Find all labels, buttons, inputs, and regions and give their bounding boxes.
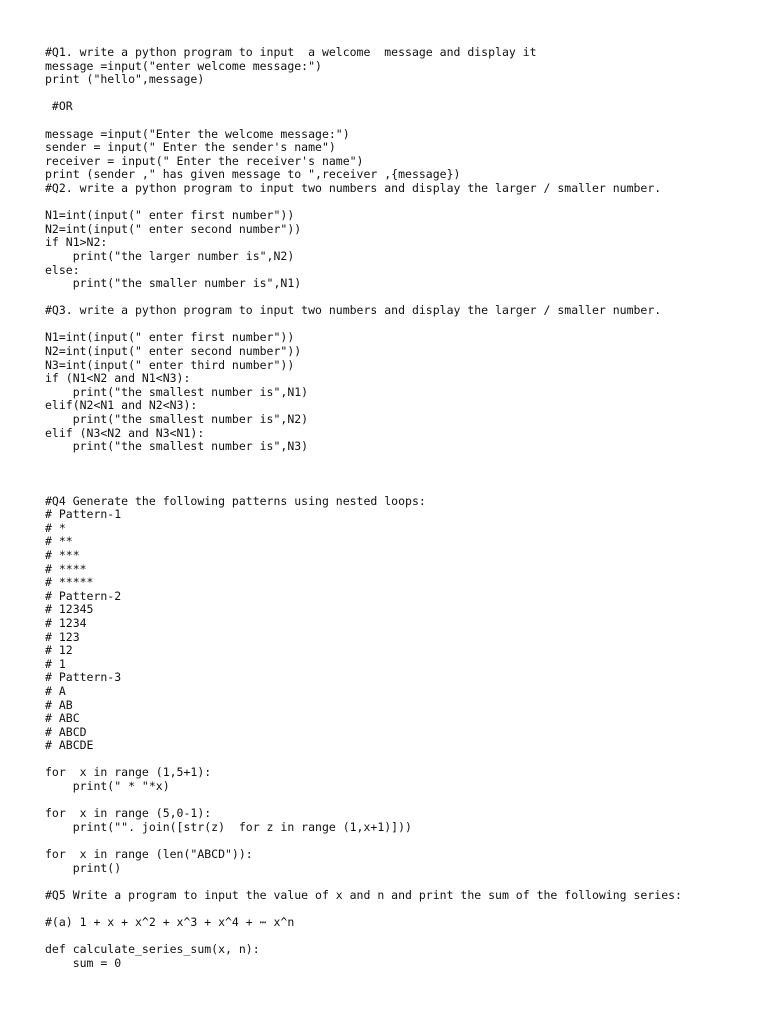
code-line — [45, 114, 745, 128]
code-line — [45, 467, 745, 481]
code-line: # 1 — [45, 656, 66, 671]
code-line: for x in range (5,0-1): — [45, 806, 212, 821]
code-line: N3=int(input(" enter third number")) — [45, 357, 295, 372]
code-line: print("the smallest number is",N3) — [45, 439, 309, 454]
code-line: # 12345 — [45, 602, 94, 617]
code-line: def calculate_series_sum(x, n): — [45, 942, 260, 957]
code-line: N2=int(input(" enter second number")) — [45, 344, 302, 359]
code-line: # ABCD — [45, 724, 87, 739]
code-line — [45, 834, 745, 848]
code-line — [45, 481, 745, 495]
code-line — [45, 875, 745, 889]
code-listing — [45, 46, 745, 970]
code-line: # A — [45, 683, 66, 698]
code-line: #(a) 1 + x + x^2 + x^3 + x^4 + ⋯ x^n — [45, 915, 295, 929]
code-line: else: — [45, 262, 80, 277]
code-line: # ABCDE — [45, 738, 94, 753]
code-line — [45, 794, 745, 808]
code-line: for x in range (len("ABCD")): — [45, 847, 253, 862]
code-line: print("the smaller number is",N1) — [45, 276, 302, 291]
code-line: if (N1<N2 and N1<N3): — [45, 371, 191, 386]
code-line: print("". join([str(z) for z in range (1,x+1)])) — [45, 819, 412, 834]
code-line: if N1>N2: — [45, 235, 108, 250]
code-line: elif (N3<N2 and N3<N1): — [45, 425, 205, 440]
code-line — [45, 318, 745, 332]
code-line: # 12 — [45, 643, 73, 658]
code-line: #Q1. write a python program to input a welcome message and display it — [45, 45, 537, 59]
code-line: N1=int(input(" enter first number")) — [45, 330, 295, 345]
code-line: print (sender ," has given message to ",receiver ,{message}) — [45, 167, 461, 182]
code-line: elif(N2<N1 and N2<N3): — [45, 398, 198, 413]
code-line: #Q5 Write a program to input the value of x and n and print the sum of the following series: — [45, 887, 682, 902]
code-line: # AB — [45, 697, 73, 712]
code-line — [45, 930, 745, 944]
code-line — [45, 87, 745, 101]
code-line — [45, 902, 745, 916]
code-line: # ABC — [45, 711, 80, 726]
code-line: # ** — [45, 534, 73, 549]
code-line: print(" * "*x) — [45, 779, 170, 794]
code-line: # Pattern-2 — [45, 588, 122, 603]
code-line: N2=int(input(" enter second number")) — [45, 221, 302, 236]
code-line: print("the smallest number is",N1) — [45, 384, 309, 399]
code-line: #OR — [45, 99, 73, 114]
code-line: #Q2. write a python program to input two numbers and display the larger / smaller number. — [45, 180, 662, 195]
code-line: # Pattern-3 — [45, 670, 122, 685]
code-line: #Q4 Generate the following patterns using nested loops: — [45, 493, 426, 508]
code-line — [45, 753, 745, 767]
code-line: # Pattern-1 — [45, 507, 122, 522]
code-line: print() — [45, 860, 122, 875]
code-line: message =input("enter welcome message:") — [45, 58, 322, 73]
code-line: # **** — [45, 561, 87, 576]
code-line: for x in range (1,5+1): — [45, 765, 212, 780]
code-line: #Q3. write a python program to input two numbers and display the larger / smaller number. — [45, 303, 662, 318]
code-line: # ***** — [45, 575, 94, 590]
code-line: # * — [45, 520, 66, 535]
code-line: sum = 0 — [45, 955, 122, 970]
code-line: message =input("Enter the welcome message:") — [45, 126, 350, 141]
code-line: receiver = input(" Enter the receiver's name") — [45, 153, 364, 168]
code-line: # *** — [45, 547, 80, 562]
code-line: print ("hello",message) — [45, 72, 205, 87]
code-line — [45, 196, 745, 210]
code-line: # 1234 — [45, 615, 87, 630]
code-line: print("the larger number is",N2) — [45, 248, 295, 263]
code-line: print("the smallest number is",N2) — [45, 412, 309, 427]
code-line: N1=int(input(" enter first number")) — [45, 208, 295, 223]
code-line: sender = input(" Enter the sender's name") — [45, 140, 336, 155]
code-line — [45, 291, 745, 305]
code-line: # 123 — [45, 629, 80, 644]
code-line — [45, 454, 745, 468]
